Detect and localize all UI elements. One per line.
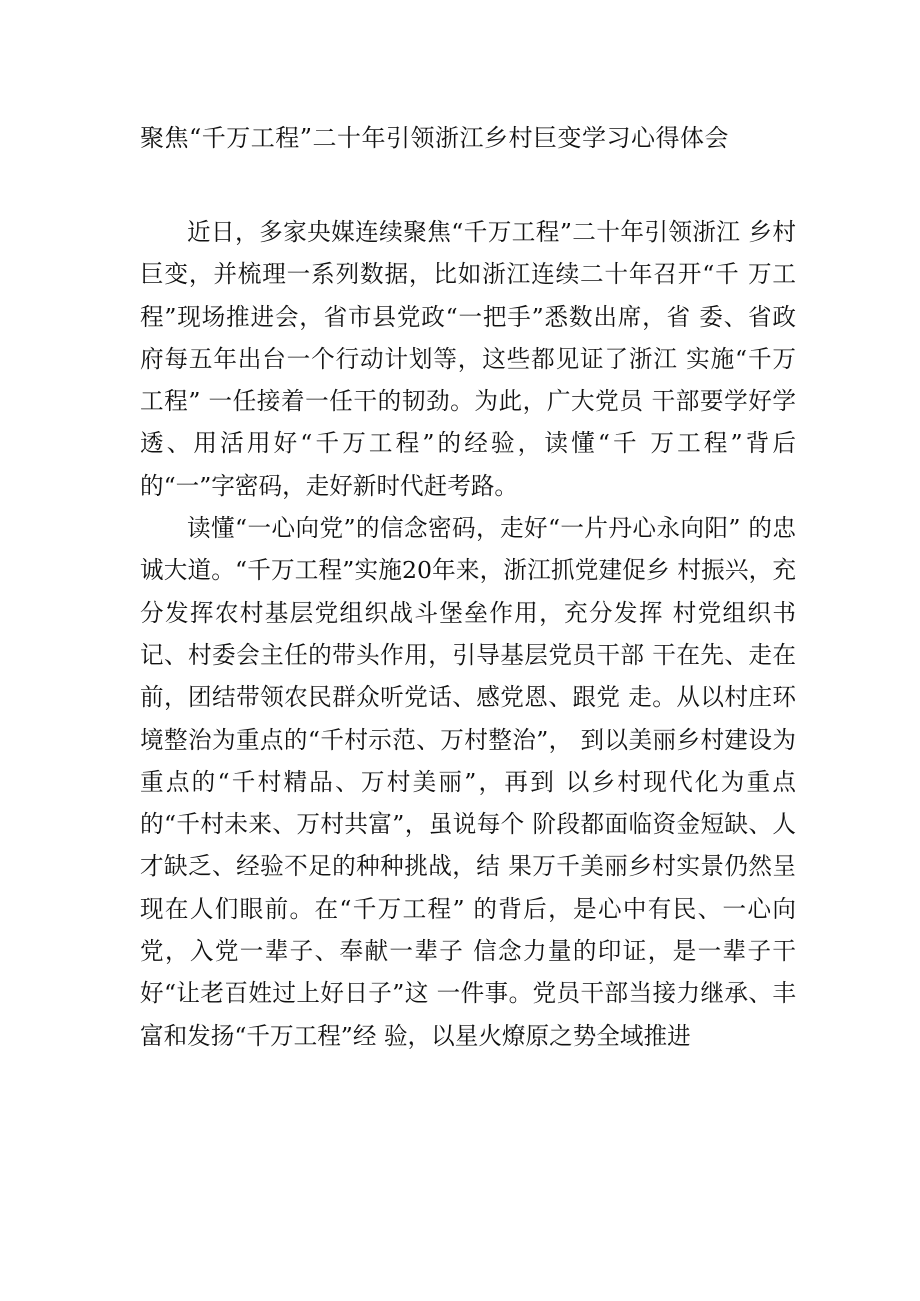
document-title: 聚焦“千万工程”二十年引领浙江乡村巨变学习心得体会 [140,124,730,152]
document-body [140,211,796,1057]
paragraph-1: 近日，多家央媒连续聚焦“千万工程”二十年引领浙江 乡村巨变，并梳理一系列数据，比如浙江连续二十年召开“千 万工程”现场推进会，省市县党政“一把手”悉数出席，省 委、省政府每五年出台一个行动计划等，这些都见证了浙江 实施“千万工程” 一任接着一任干的韧劲。为此，广大党员 干部要学好学透、用活用好“千万工程”的经验，读懂“千 万工程”背后的“一”字密码，走好新时代赶考路。 [140,218,796,500]
paragraph-2: 读懂“一心向党”的信念密码，走好“一片丹心永向阳” 的忠诚大道。“千万工程”实施20年来，浙江抓党建促乡 村振兴，充分发挥农村基层党组织战斗堡垒作用，充分发挥 村党组织书记、村委会主任的带头作用，引导基层党员干部 干在先、走在前，团结带领农民群众听党话、感党恩、跟党 走。从以村庄环境整治为重点的“千村示范、万村整治”， 到以美丽乡村建设为重点的“千村精品、万村美丽”，再到 以乡村现代化为重点的“千村未来、万村共富”，虽说每个 阶段都面临资金短缺、人才缺乏、经验不足的种种挑战，结 果万千美丽乡村实景仍然呈现在人们眼前。在“千万工程” 的背后，是心中有民、一心向党，入党一辈子、奉献一辈子 信念力量的印证，是一辈子干好“让老百姓过上好日子”这 一件事。党员干部当接力继承、丰富和发扬“千万工程”经 验，以星火燎原之势全域推进 [140,514,796,1050]
